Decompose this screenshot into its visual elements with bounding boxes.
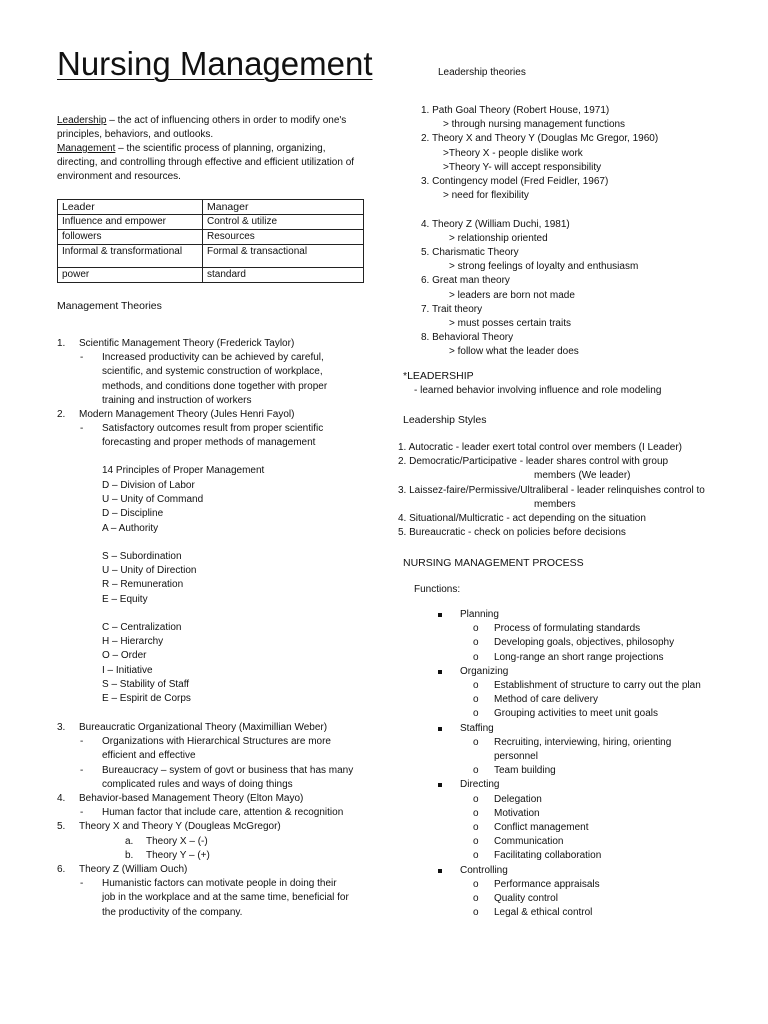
function-detail: personnel [494,751,538,762]
square-bullet-icon [438,608,442,622]
function-name: Controlling [460,864,508,876]
page-title: Nursing Management [57,45,373,82]
leadership-text: – the act of influencing others in order to modify one's principles, behaviors, and outlooks. [57,115,347,140]
circle-bullet-icon: o [473,736,479,748]
function-detail: Developing goals, objectives, philosophy [494,637,675,649]
circle-bullet-icon: o [473,680,479,691]
principle-item: S – Stability of Staff [102,678,190,690]
theory-title: 6. Great man theory [421,275,510,287]
function-detail: Establishment of structure to carry out the plan [494,680,701,691]
theory-title: 4. Theory Z (William Duchi, 1981) [421,218,570,230]
leadership-theories-heading: Leadership theories [438,67,526,78]
theory-detail: Organizations with Hierarchical Structures are more [102,736,331,748]
table-cell: followers [58,230,203,245]
table-row [58,268,364,283]
process-heading: NURSING MANAGEMENT PROCESS [403,557,584,569]
theory-detail-continued: training and instruction of workers [102,394,252,406]
functions-label: Functions: [414,584,461,595]
theory-detail: Satisfactory outcomes result from proper scientific [102,423,324,435]
list-number: 6. [57,864,66,875]
theory-detail: Bureaucracy – system of govt or business that has many [102,764,354,776]
leadership-styles-heading: Leadership Styles [403,414,487,426]
circle-bullet-icon: o [473,878,479,890]
theory-detail-continued: efficient and effective [102,750,196,762]
theory-title: 3. Contingency model (Fred Feidler, 1967) [421,176,609,187]
theory-detail-continued: job in the workplace and at the same time, beneficial for [102,892,349,904]
function-name: Organizing [460,665,509,677]
function-detail: Quality control [494,893,558,904]
leadership-definition [57,114,367,142]
principle-item: D – Discipline [102,508,164,520]
function-detail: Grouping activities to meet unit goals [494,708,658,720]
alpha-marker: a. [125,835,134,847]
function-detail: Legal & ethical control [494,907,593,919]
function-detail: Motivation [494,807,540,819]
dash-marker: - [80,764,84,776]
circle-bullet-icon: o [473,850,479,862]
definitions [57,114,367,184]
function-detail: Conflict management [494,822,589,833]
principle-item: A – Authority [102,522,159,534]
square-bullet-icon [438,778,442,792]
theory-detail: >Theory X - people dislike work [443,147,583,159]
style-item: 3. Laissez-faire/Permissive/Ultraliberal - leader relinquishes control to [398,484,705,496]
function-detail: Recruiting, interviewing, hiring, orienting [494,736,672,748]
theory-title: Modern Management Theory (Jules Henri Fayol) [79,409,295,420]
table-cell: Resources [203,230,364,245]
circle-bullet-icon: o [473,623,479,635]
circle-bullet-icon: o [473,893,479,904]
theory-detail: > must posses certain traits [449,318,571,329]
table-row [58,215,364,230]
theory-title: 8. Behavioral Theory [421,332,514,344]
table-header-cell: Manager [203,200,364,215]
function-name: Planning [460,609,499,620]
theory-detail-continued: the productivity of the company. [102,906,243,918]
management-term: Management [57,143,116,154]
theory-title: Theory X and Theory Y (Dougleas McGregor) [79,821,281,833]
principle-item: O – Order [102,650,147,662]
function-detail: Performance appraisals [494,878,600,890]
table-header-row [58,200,364,215]
theory-detail: Humanistic factors can motivate people in doing their [102,878,337,890]
theory-detail: Theory Y – (+) [146,849,210,861]
management-theories-heading: Management Theories [57,300,162,312]
theory-detail: Human factor that include care, attention & recognition [102,807,344,819]
principle-item: U – Unity of Direction [102,565,197,577]
circle-bullet-icon: o [473,708,479,720]
management-definition [57,142,367,184]
theory-title: 1. Path Goal Theory (Robert House, 1971) [421,105,610,116]
theory-detail: Increased productivity can be achieved by careful, [102,352,324,364]
principle-item: U – Unity of Command [102,494,204,506]
principle-item: H – Hierarchy [102,636,164,648]
management-text: – the scientific process of planning, organizing, directing, and controlling through effective and efficient utilization of environment and resources. [57,143,355,182]
principle-item: D – Division of Labor [102,480,195,491]
principle-item: R – Remuneration [102,579,184,591]
list-number: 3. [57,722,66,733]
table-row [58,245,364,268]
function-detail: Delegation [494,793,542,805]
table-cell: standard [203,268,364,283]
list-number: 5. [57,821,66,833]
theory-detail-continued: forecasting and proper methods of management [102,437,316,449]
style-item: 5. Bureaucratic - check on policies before decisions [398,527,626,539]
principle-item: I – Initiative [102,664,153,676]
theory-title: 5. Charismatic Theory [421,247,519,258]
circle-bullet-icon: o [473,793,479,805]
theory-title: 7. Trait theory [421,303,483,315]
circle-bullet-icon: o [473,637,479,649]
square-bullet-icon [438,722,442,736]
list-number: 4. [57,793,66,804]
table-cell: power [58,268,203,283]
theory-title: Scientific Management Theory (Frederick Taylor) [79,338,295,349]
dash-marker: - [80,352,84,364]
theory-detail: > need for flexibility [443,190,529,202]
table-cell: Influence and empower [58,215,203,230]
theory-detail: > through nursing management functions [443,119,626,131]
square-bullet-icon [438,864,442,878]
circle-bullet-icon: o [473,694,479,706]
style-item: 2. Democratic/Participative - leader shares control with group [398,456,669,468]
principle-item: E – Equity [102,593,148,605]
dash-marker: - [80,878,84,890]
table-header-cell: Leader [58,200,203,215]
circle-bullet-icon: o [473,807,479,819]
table-cell: Formal & transactional [203,245,364,268]
theory-detail-continued: complicated rules and ways of doing things [102,778,293,790]
circle-bullet-icon: o [473,822,479,833]
function-name: Directing [460,779,500,791]
theory-detail: Theory X – (-) [146,835,208,847]
theory-detail: > strong feelings of loyalty and enthusiasm [449,261,639,273]
list-number: 2. [57,409,66,420]
square-bullet-icon [438,665,442,679]
theory-title: 2. Theory X and Theory Y (Douglas Mc Gregor, 1960) [421,133,659,145]
theory-title: Bureaucratic Organizational Theory (Maximillian Weber) [79,722,328,733]
circle-bullet-icon: o [473,765,479,777]
principle-item: S – Subordination [102,551,182,562]
function-detail: Long-range an short range projections [494,651,664,663]
theory-detail-continued: methods, and conditions done together with proper [102,380,328,392]
theory-detail-continued: scientific, and systemic construction of workplace, [102,366,323,378]
principle-item: C – Centralization [102,622,182,633]
theory-detail: > follow what the leader does [449,346,579,358]
function-detail: Communication [494,836,564,848]
leadership-term: Leadership [57,115,107,126]
style-item: 4. Situational/Multicratic - act depending on the situation [398,513,646,524]
leader-manager-table [57,199,364,283]
theory-detail: > relationship oriented [449,232,548,244]
circle-bullet-icon: o [473,907,479,919]
style-item: members [534,498,576,510]
principle-item: E – Espirit de Corps [102,693,191,704]
table-cell: Control & utilize [203,215,364,230]
style-item: 1. Autocratic - leader exert total control over members (I Leader) [398,442,683,453]
dash-marker: - [80,736,84,748]
function-detail: Facilitating collaboration [494,850,602,862]
leadership-def-text: - learned behavior involving influence and role modeling [414,385,662,396]
leadership-def-heading: *LEADERSHIP [403,370,474,382]
principles-heading: 14 Principles of Proper Management [102,465,265,476]
theory-title: Behavior-based Management Theory (Elton Mayo) [79,793,304,804]
dash-marker: - [80,423,84,435]
style-item: members (We leader) [534,470,631,482]
theory-detail: > leaders are born not made [449,289,575,301]
circle-bullet-icon: o [473,651,479,663]
theory-title: Theory Z (William Ouch) [79,864,188,875]
dash-marker: - [80,807,84,819]
function-detail: Team building [494,765,556,777]
circle-bullet-icon: o [473,836,479,848]
list-number: 1. [57,338,66,349]
function-detail: Process of formulating standards [494,623,641,635]
table-row [58,230,364,245]
alpha-marker: b. [125,849,134,861]
theory-detail: >Theory Y- will accept responsibility [443,161,602,173]
function-name: Staffing [460,722,494,734]
table-cell: Informal & transformational [58,245,203,268]
function-detail: Method of care delivery [494,694,598,706]
